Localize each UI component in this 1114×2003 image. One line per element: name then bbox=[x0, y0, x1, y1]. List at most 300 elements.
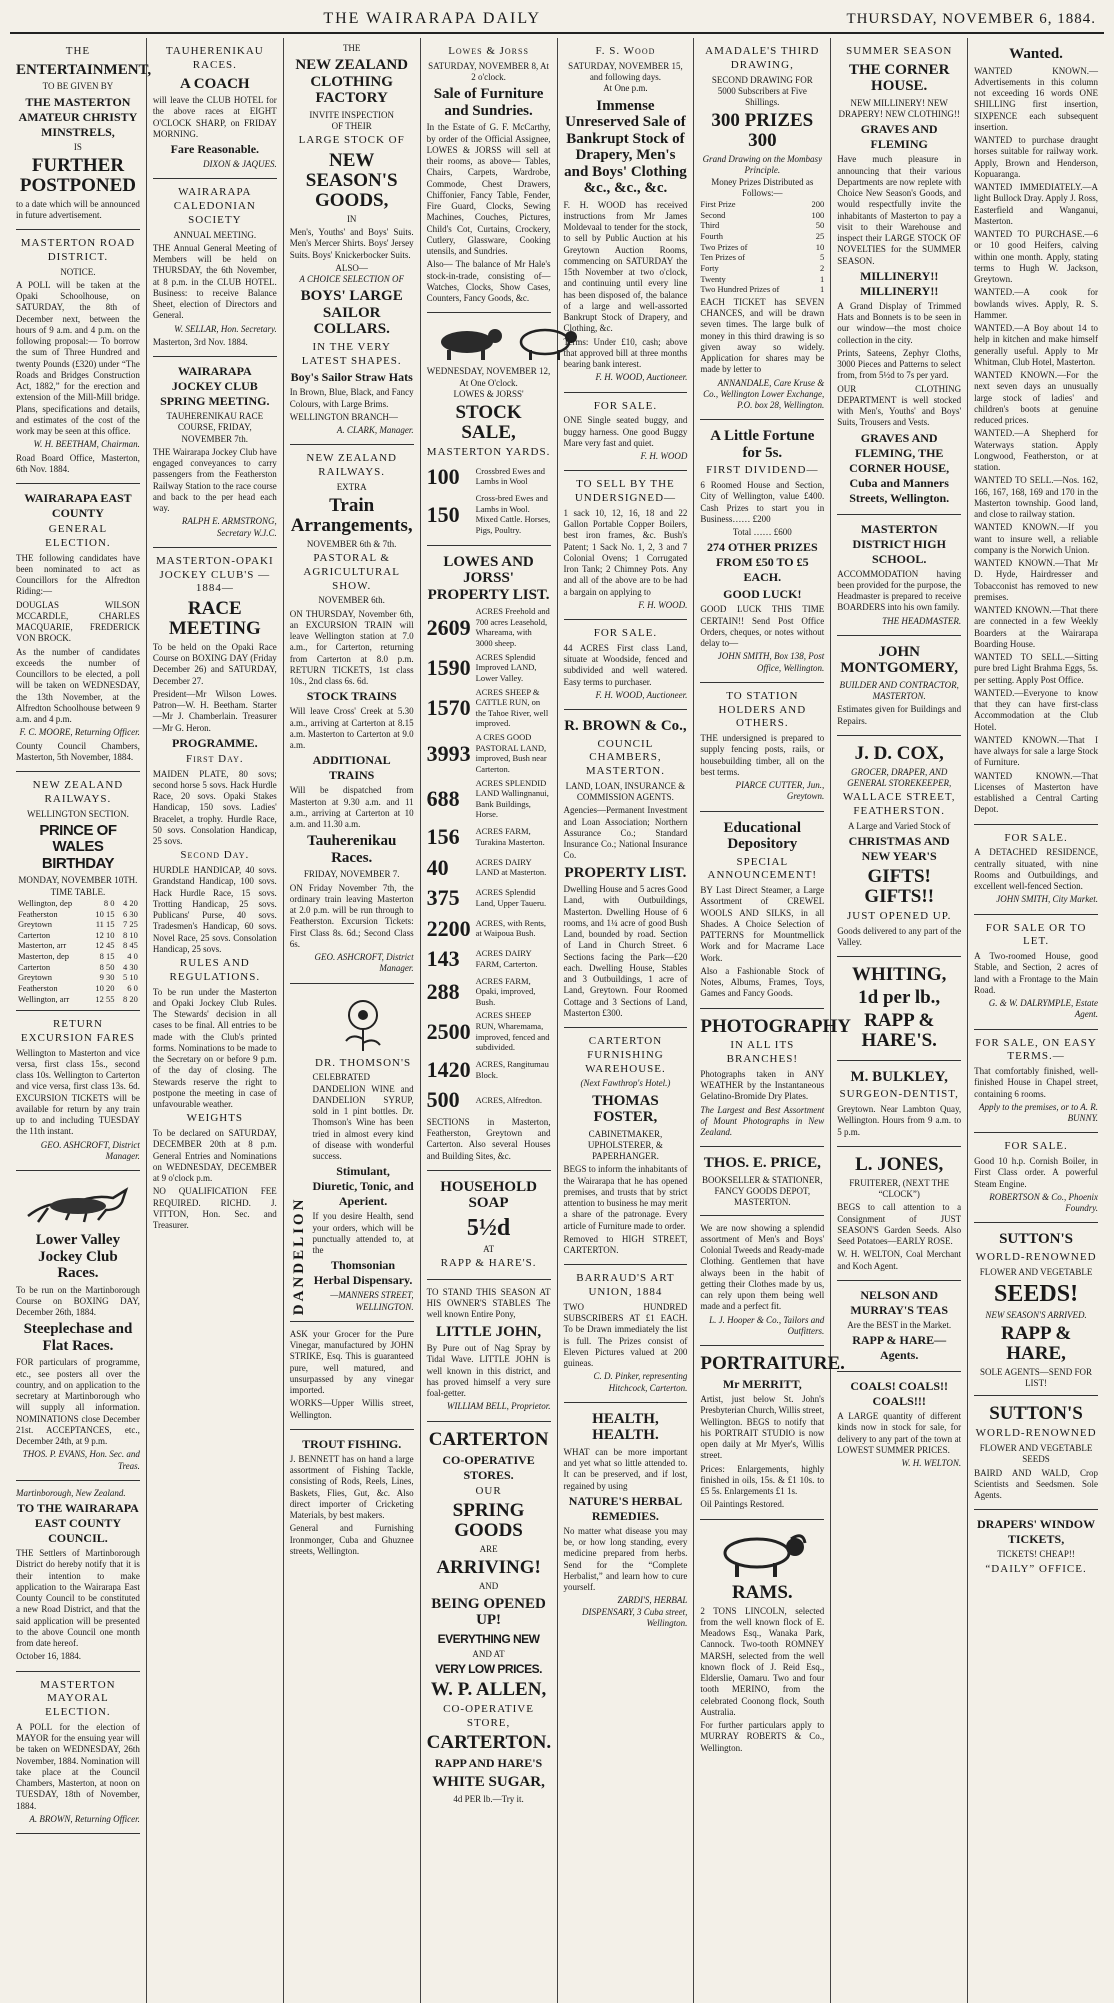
lot-number: 1420 bbox=[426, 1056, 471, 1082]
prize-value: 25 bbox=[815, 231, 825, 241]
ad-sub: WORLD-RENOWNED bbox=[975, 1427, 1097, 1440]
lot-number: 2200 bbox=[426, 915, 471, 941]
ad-date: October 16, 1884. bbox=[16, 1651, 81, 1662]
wanted-list bbox=[974, 66, 1098, 816]
masthead bbox=[10, 8, 1104, 34]
prize-value: 10 bbox=[815, 241, 825, 252]
lot-item bbox=[427, 884, 551, 912]
ad-body: A POLL will be taken at the Opaki Schoolhouse, on SATURDAY, the 8th of December next, between the hours of 9 a.m. and 4 p.m. on the following proposal:— To borrow the sum of Three Hundred and twenty Pounds (£320) under “The Roads and Bridges Construction Act, 1882,” for the erection and extension of the Mill-Mill bridge. Plans, specifications and details, and estimates of the cost of the work may be seen at this office. bbox=[16, 279, 140, 437]
column-2 bbox=[147, 38, 284, 2003]
lower-valley-jockey-ad bbox=[16, 1171, 140, 1481]
ad-body: 2 TONS LINCOLN, selected from the well known flock of E. Meadows Esq., Wanaka Park, Cannock. Two-tooth ROMNEY MARSH, selected from the well known flock of J. Reid Esq., Elderslie, Oamaru. Two and four tooth MERINO, from the celebrated Coonong flock, South Australia. bbox=[700, 1605, 825, 1717]
soap-price: 5½d bbox=[466, 1214, 511, 1241]
wanted-item: WANTED.—A Shepherd for Waterways station. Apply Longwood, Featherston, or at station. bbox=[974, 428, 1098, 472]
ad-date: SATURDAY, NOVEMBER 15, and following days. bbox=[568, 60, 683, 82]
wanted-item: WANTED KNOWN.—That Mr D. Hyde, Hairdresser and Tobacconist has removed to new premises. bbox=[974, 558, 1098, 602]
table-label: TIME TABLE. bbox=[50, 886, 106, 897]
ad-body: THE Wairarapa Jockey Club have engaged conveyances to carry passengers from the Featherston Railway Station to the race course and back to the per head each way. bbox=[152, 446, 277, 513]
day-2-events: HURDLE HANDICAP, 40 sovs. Grandstand Handicap, 100 sovs. Hack Hurdle Race, 15 sovs. Trotting Handicap, 25 sovs. Publicans' Purse, 40 sovs. Tradesmen's Handicap, 60 sovs. Novel Race, 25 sovs. Consolation Handicap, 25 sovs. bbox=[152, 865, 277, 954]
tauherenikau-title: Tauherenikau Races. bbox=[307, 833, 397, 866]
ad-note: Goods delivered to any part of the Valley. bbox=[837, 925, 962, 947]
ad-sub: GENERAL ELECTION. bbox=[45, 523, 111, 549]
wanted-item: WANTED KNOWN.—That I have always for sale a large Stock of Furniture. bbox=[974, 734, 1098, 768]
column-5 bbox=[558, 38, 695, 2003]
ad-headline: A COACH bbox=[180, 75, 250, 92]
ad-title: TO SELL BY THE UNDERSIGNED— bbox=[574, 478, 677, 504]
ad-label: THE bbox=[342, 43, 361, 53]
column-1 bbox=[10, 38, 152, 2003]
ad-low-prices: VERY LOW PRICES. bbox=[435, 1661, 542, 1676]
ad-in: IN bbox=[346, 213, 357, 224]
ad-show: PASTORAL & AGRICULTURAL SHOW. bbox=[303, 552, 400, 592]
timetable-pm: 5 10 bbox=[123, 972, 138, 983]
timetable-station: Wellington, dep bbox=[18, 897, 73, 908]
ad-body: will leave the CLUB HOTEL for the above races at EIGHT O'CLOCK SHARP, on FRIDAY MORNING. bbox=[152, 95, 277, 139]
county-election-ad bbox=[16, 484, 140, 772]
ad-title: FOR SALE OR TO LET. bbox=[985, 921, 1087, 948]
buggy-sale-ad bbox=[564, 393, 688, 472]
ad-title: MASTERTON-OPAKI JOCKEY CLUB'S —1884— bbox=[155, 554, 274, 595]
herbal-remedies-ad bbox=[564, 1403, 688, 1637]
ad-money: Money Prizes Distributed as Follows:— bbox=[711, 176, 814, 198]
ad-headline: SEEDS! bbox=[994, 1280, 1079, 1307]
lot-number: 375 bbox=[426, 885, 460, 910]
lot-description: ACRES Splendid Improved LAND, Lower Valley. bbox=[475, 651, 537, 683]
ad-signature: L. J. Hooper & Co., Tailors and Outfitters. bbox=[709, 1314, 825, 1336]
ad-title: ENTERTAINMENT, bbox=[16, 61, 152, 78]
ad-headline: NELSON AND MURRAY'S TEAS bbox=[850, 1287, 949, 1317]
timetable-pm: 8 20 bbox=[123, 993, 138, 1004]
ad-sub: (Next Fawthrop's Hotel.) bbox=[580, 1078, 671, 1089]
lot-item bbox=[427, 687, 551, 730]
ad-sub: SURGEON-DENTIST, bbox=[839, 1088, 959, 1101]
ad-label: SUMMER SEASON bbox=[846, 45, 953, 57]
lot-number: 1590 bbox=[426, 654, 471, 680]
lot-item bbox=[427, 945, 551, 973]
column-6 bbox=[694, 38, 851, 2003]
weights-title: WEIGHTS bbox=[186, 1112, 244, 1125]
ad-date: SATURDAY, NOVEMBER 8, At 2 o'clock. bbox=[428, 60, 549, 82]
ad-title: WAIRARAPA CALEDONIAN SOCIETY bbox=[173, 186, 256, 226]
lot-description: ACRES DAIRY FARM, Carterton. bbox=[475, 948, 538, 969]
ad-sub: Are the BEST in the Market. bbox=[847, 1319, 952, 1330]
ad-date: MONDAY, NOVEMBER 10TH. bbox=[18, 875, 138, 886]
ad-date: NOVEMBER 6th & 7th. bbox=[306, 538, 397, 549]
ad-headline: WHITING, bbox=[851, 964, 947, 986]
ad-headline: J. D. COX, bbox=[854, 742, 944, 764]
ad-body: ON THURSDAY, November 6th, an EXCURSION TRAIN will leave Wellington station at 7.0 a.m., for Carterton, returning from Carterton at 8.0 p.m. RETURN TICKETS, 1st class 10s., 2nd class 6s. 6d. bbox=[289, 608, 414, 687]
ad-show-date: NOVEMBER 6th. bbox=[318, 595, 385, 606]
wanted-item: WANTED TO SELL.—Nos. 162, 166, 167, 168, 169 and 170 in the Masterton township. Good land, and close to railway station. bbox=[974, 475, 1098, 519]
prize-row bbox=[700, 231, 824, 242]
coach-ad bbox=[153, 38, 277, 179]
prize-name: Two Hundred Prizes of bbox=[700, 284, 780, 295]
ad-extra: EXTRA bbox=[336, 481, 367, 492]
millinery-body: A Grand Display of Trimmed Hats and Bonnets is to be seen in our window—the most choice collection in the city. bbox=[837, 300, 962, 345]
ad-body: 6 Roomed House and Section, City of Wellington, value £400. Cash Prizes to start you in Business…… £200 bbox=[700, 480, 825, 524]
ad-sub: TICKETS! CHEAP!! bbox=[997, 1549, 1075, 1560]
timetable-row bbox=[16, 919, 140, 930]
lot-number: 156 bbox=[426, 824, 460, 849]
ad-body: To be run on the Martinborough Course on BOXING DAY, December 26th, 1884. bbox=[16, 1284, 140, 1318]
prize-value: 1 bbox=[820, 284, 825, 295]
ad-allen-sub: CO-OPERATIVE STORE, bbox=[443, 1702, 534, 1729]
ad-stimulant: Stimulant, Diuretic, Tonic, and Aperient. bbox=[312, 1164, 414, 1209]
ad-signature: ROBERTSON & Co., Phoenix Foundry. bbox=[989, 1191, 1098, 1213]
prize-row bbox=[700, 274, 824, 285]
ad-body-2: FOR particulars of programme, etc., see posters all over the country, and on application to the secretary at Martinborough who will supply all information. NOMINATIONS close December 21st. ACCEPTANCES, etc., December 24th, at 9 p.m. bbox=[16, 1357, 140, 1447]
ad-body: to a date which will be announced in future advertisement. bbox=[16, 198, 140, 220]
ad-signature: —MANNERS STREET, WELLINGTON. bbox=[330, 1290, 414, 1312]
wanted-item: WANTED KNOWN.—That there are connected in a few Weekly Boarders at the Wairarapa Boarding House. bbox=[974, 605, 1098, 649]
wanted-item: WANTED TO PURCHASE.—6 or 10 good Heifers, calving within one month. Apply, stating terms to Hugh W. Jackson, Greytown. bbox=[974, 229, 1098, 284]
wanted-item: WANTED TO SELL.—Sitting pure bred Light Brahma Eggs, 5s. per setting. Apply Post Office. bbox=[974, 652, 1098, 685]
ad-headline: FURTHER POSTPONED bbox=[19, 154, 136, 196]
ad-body: A Large and Varied Stock of bbox=[847, 820, 951, 831]
ad-rapp: RAPP AND HARE'S bbox=[434, 1756, 543, 1771]
wairarapa-jockey-ad bbox=[153, 357, 277, 548]
ad-headline: Immense Unreserved Sale of Bankrupt Stock of Drapery, Men's and Boys' Clothing &c., &c., &c. bbox=[564, 97, 687, 196]
ad-items: Men's, Youths' and Boys' Suits. Men's Mercer Shirts. Boys' Jersey Suits. Boys' Knickerbocker Suits. bbox=[289, 227, 414, 260]
ad-body: ASK your Grocer for the Pure Vinegar, manufactured by JOHN STRIKE, Esq. This is guaranteed pure, well matured, and unsurpassed by any vinegar imported. bbox=[289, 1328, 414, 1396]
lot-description: ACRES FARM, Opaki, improved, Bush. bbox=[475, 975, 536, 1007]
ad-sub: NOTICE. bbox=[60, 266, 96, 277]
candidate-names: DOUGLAS WILSON MCCARDLE, CHARLES MACQUARIE, FREDERICK VON BROCK. bbox=[16, 599, 140, 644]
ad-title: MASTERTON DISTRICT HIGH SCHOOL. bbox=[852, 521, 946, 566]
ad-body: EACH TICKET has SEVEN CHANCES, and will be drawn seven times. The large bulk of money in this third drawing is so given away so widely. Application for shares may be made by letter to bbox=[700, 296, 825, 375]
ad-headline: STOCK SALE, bbox=[455, 402, 522, 443]
lot-description: Cross-bred Ewes and Lambs in Wool. Mixed Cattle. Horses, Pigs, Poultry. bbox=[475, 493, 551, 535]
ad-headline: M. BULKLEY, bbox=[850, 1068, 948, 1085]
ad-signature: RALPH E. ARMSTRONG, Secretary W.J.C. bbox=[181, 516, 277, 538]
ad-signature: RAPP & HARE—Agents. bbox=[852, 1333, 947, 1362]
ad-body: That comfortably finished, well-finished House in Chapel street, containing 6 rooms. bbox=[974, 1066, 1098, 1099]
ad-body: THE Annual General Meeting of Members will be held on THURSDAY, the 6th November, at 8 p.m. in the CLUB HOTEL. Business: to receive Balance Sheet, election of Directors and General. bbox=[152, 242, 277, 321]
day-2-title: Second Day. bbox=[180, 849, 250, 862]
ad-signature: GRAVES AND FLEMING, THE CORNER HOUSE, Cuba and Manners Streets, Wellington. bbox=[849, 430, 950, 505]
rules-body: To be run under the Masterton and Opaki Jockey Club Rules. The Stewards' decision in all cases to be final. All entries to be made with the Club's printed forms. Nominations to be made to the Secretary on or before 9 p.m. of the day of closing. The Stewards reserve the right to postpone the meeting in case of unfavourable weather. bbox=[152, 986, 277, 1110]
timetable-am: 12 10 bbox=[95, 929, 115, 940]
thos-price-ad bbox=[700, 1147, 824, 1215]
ad-sub: TO BE GIVEN BY bbox=[42, 81, 114, 92]
boilers-sale-ad bbox=[564, 471, 688, 620]
ad-date: WEDNESDAY, NOVEMBER 12, At One O'clock. bbox=[426, 366, 551, 388]
ad-body: Estimates given for Buildings and Repairs. bbox=[837, 704, 962, 726]
prize-value: 5 bbox=[820, 252, 825, 263]
prize-name: Two Prizes of bbox=[700, 241, 748, 252]
ad-signature: C. D. Pinker, representing Hitchcock, Carterton. bbox=[593, 1371, 688, 1393]
ad-line: FLOWER AND VEGETABLE SEEDS bbox=[979, 1443, 1093, 1465]
lot-item bbox=[427, 732, 551, 775]
prints-body: Prints, Sateens, Zephyr Cloths, 3000 Pieces and Patterns to select from, from 5½d to 7s per yard. bbox=[837, 347, 962, 381]
corner-house-ad bbox=[837, 38, 961, 515]
ad-by: LOWES & JORSS' bbox=[453, 388, 524, 399]
ad-body: Wellington to Masterton and vice versa, first class 15s., second class 10s. Wellington to Carterton and vice versa, first class 13s. 6d. EXCURSION TICKETS will be available for return by any train up to and including TUESDAY the 11th instant. bbox=[16, 1047, 140, 1137]
ad-signature: GEO. ASHCROFT, District Manager. bbox=[314, 952, 414, 974]
ad-signature: THE HEADMASTER. bbox=[882, 615, 962, 626]
lot-description: ACRES Splendid Land, Upper Taueru. bbox=[475, 887, 547, 908]
prize-row bbox=[700, 242, 824, 253]
whiting-price: 1d per lb., bbox=[858, 987, 941, 1008]
ad-place: County Council Chambers, Masterton, 5th November, 1884. bbox=[16, 740, 140, 762]
ad-spring: SPRING GOODS bbox=[452, 1500, 525, 1542]
prize-name: Fourth bbox=[700, 231, 724, 241]
stock-trains-title: STOCK TRAINS bbox=[306, 689, 397, 704]
ad-straw-body: In Brown, Blue, Black, and Fancy Colours, with Large Brims. bbox=[289, 387, 414, 409]
ad-name: Mr MERRITT, bbox=[722, 1377, 802, 1392]
ad-our: OUR bbox=[475, 1484, 502, 1497]
ad-yards: MASTERTON YARDS. bbox=[426, 445, 551, 458]
lot-description: ACRES DAIRY LAND at Masterton. bbox=[475, 856, 547, 878]
wanted-item: WANTED KNOWN.—That Licenses of Masterton have established a Central Carting Depot. bbox=[974, 770, 1098, 815]
millinery-title: MILLINERY!! MILLINERY!! bbox=[860, 268, 939, 298]
timetable-row bbox=[16, 930, 140, 941]
ad-title: FOR SALE, ON EASY TERMS.— bbox=[975, 1036, 1097, 1063]
opaki-race-meeting-ad bbox=[153, 548, 277, 1240]
ad-signature: RAPP & HARE'S. bbox=[861, 1009, 937, 1051]
timetable-am: 12 45 bbox=[95, 940, 115, 951]
ad-opened: BEING OPENED UP! bbox=[431, 1595, 546, 1629]
column-7 bbox=[831, 38, 968, 2003]
ad-body: A POLL for the election of MAYOR for the ensuing year will be taken on WEDNESDAY, 26th November, 1884. Nomination will take place at the Council Chambers, Masterton, at noon on TUESDAY, 18th of November, 1884. bbox=[16, 1721, 140, 1811]
lot-item bbox=[427, 823, 551, 851]
ad-signature: W. SELLAR, Hon. Secretary. bbox=[174, 323, 277, 334]
ad-signature: PIARCE CUTTER, Jun., Greytown. bbox=[735, 780, 825, 802]
ad-other-prizes: 274 OTHER PRIZES FROM £50 TO £5 EACH. bbox=[706, 540, 818, 585]
ad-head: AMADALE'S THIRD DRAWING, bbox=[705, 45, 820, 71]
christy-minstrels-ad bbox=[16, 38, 152, 230]
rules-title: RULES AND REGULATIONS. bbox=[169, 957, 261, 983]
ad-title: FOR SALE. bbox=[593, 399, 658, 412]
lot-item bbox=[427, 854, 551, 882]
lot-description: ACRES, Alfredton. bbox=[475, 1094, 542, 1105]
property-list-title: PROPERTY LIST. bbox=[564, 864, 687, 881]
lot-item bbox=[427, 976, 551, 1008]
ad-signature: F. H. WOOD, Auctioneer. bbox=[595, 689, 688, 700]
lot-number: 100 bbox=[426, 463, 460, 489]
racehorse-illustration bbox=[18, 1180, 138, 1228]
ad-body: J. BENNETT has on hand a large assortment of Fishing Tackle, consisting of Rods, Reels, Lines, Baskets, Flies, Gut, &c. Also direct importer of Cricketing Materials, by best makers. bbox=[289, 1453, 414, 1521]
art-union-ad bbox=[564, 1265, 688, 1403]
jd-cox-ad bbox=[837, 736, 961, 957]
ad-choice: A CHOICE SELECTION OF bbox=[299, 274, 404, 285]
ad-body: A DETACHED RESIDENCE, centrally situated, with nine Rooms and Outbuildings, and excellent well-fenced Section. bbox=[974, 847, 1098, 891]
trout-fishing-ad bbox=[290, 1430, 414, 1565]
prize-name: Ten Prizes of bbox=[700, 252, 746, 263]
ad-headline: THOMAS FOSTER, bbox=[592, 1092, 659, 1125]
ad-signature: F. H. WOOD, Auctioneer. bbox=[595, 372, 688, 383]
ad-land: LAND, LOAN, INSURANCE & COMMISSION AGENTS. bbox=[565, 780, 686, 802]
ad-headline: COALS! COALS!! COALS!!! bbox=[850, 1379, 949, 1408]
lot-number: 143 bbox=[426, 946, 460, 971]
lot-number: 1570 bbox=[426, 695, 471, 720]
ad-title: CARTERTON FURNISHING WAREHOUSE. bbox=[585, 1035, 666, 1075]
timetable-station: Greytown bbox=[18, 919, 52, 930]
carterton-stores-ad bbox=[427, 1422, 551, 1811]
ad-headline: NATURE'S HERBAL REMEDIES. bbox=[568, 1493, 683, 1523]
ad-title: HEALTH, HEALTH. bbox=[592, 1410, 659, 1444]
ad-sugar: WHITE SUGAR, bbox=[432, 1774, 545, 1791]
wanted-item: WANTED IMMEDIATELY.—A light Bullock Dray. Apply J. Ross, Easterfield and Wanganui, Masterton. bbox=[974, 182, 1098, 226]
land-sale-ad bbox=[564, 620, 688, 710]
lot-item bbox=[427, 652, 551, 684]
lot-number: 2609 bbox=[426, 614, 471, 640]
ad-headline: PORTRAITURE. bbox=[700, 1353, 845, 1375]
timetable-pm: 8 10 bbox=[123, 929, 138, 940]
lot-item bbox=[427, 1086, 551, 1114]
road-district-ad bbox=[16, 230, 140, 484]
ad-agents: SOLE AGENTS—SEND FOR LIST! bbox=[980, 1366, 1093, 1389]
mayoral-election-ad bbox=[16, 1672, 140, 1835]
ad-signature: W. H. BEETHAM, Chairman. bbox=[33, 439, 140, 450]
ad-arriving: ARRIVING! bbox=[436, 1557, 541, 1579]
timetable-station: Greytown bbox=[18, 972, 52, 983]
ad-body: In the Estate of G. F. McCarthy, by order of the Official Assignee, LOWES & JORSS will sell at their rooms, as above— Tables, Chairs, Carpets, Wardrobe, Commode, Chest Drawers, Chiffonier, Fancy Table, Fender, Fire Guard, Clocks, Sewing Machines, Couches, Pictures, Child's Cot, Curtains, Crockery, Cutlery, Glassware, Cooking utensils, and Sundries. bbox=[426, 122, 551, 256]
ad-of: OF THEIR bbox=[331, 121, 372, 131]
dandelion-row bbox=[290, 989, 414, 1315]
ad-signature: G. & W. DALRYMPLE, Estate Agent. bbox=[988, 998, 1098, 1020]
ad-signature: DIXON & JAQUES. bbox=[203, 159, 277, 169]
ad-flower: FLOWER AND VEGETABLE bbox=[979, 1266, 1093, 1277]
property-list-body: Dwelling House and 5 acres Good Land, with Outbuildings, Masterton. Dwelling House of 6 rooms, and 1¼ acre of good Bush Land, bounded by road. Section of Land in Church Street. 6 Sections facing the Park—£20 each. Dwelling House, Stables and 3 Outbuildings, 1 acre of Land, Greytown. Four Roomed Cottage and 3 Sections of Land, Masterton £300. bbox=[563, 884, 688, 1018]
timetable-pm: 7 25 bbox=[123, 919, 138, 930]
ad-signature: JOHN SMITH, City Market. bbox=[996, 894, 1098, 905]
timetable-station: Wellington, arr bbox=[18, 993, 70, 1004]
timetable-am: 11 15 bbox=[95, 919, 115, 930]
timetable-row bbox=[16, 983, 140, 994]
ad-headline: DRAPERS' WINDOW TICKETS, bbox=[977, 1517, 1096, 1547]
caledonian-society-ad bbox=[153, 179, 277, 357]
railways-ad bbox=[16, 772, 140, 1011]
ad-place: Martinborough, New Zealand. bbox=[16, 1487, 126, 1498]
ad-sub: GROCER, DRAPER, AND GENERAL STOREKEEPER, bbox=[847, 766, 952, 788]
boiler-sale-ad bbox=[974, 1133, 1098, 1223]
ad-signature: F. C. MOORE, Returning Officer. bbox=[19, 727, 140, 738]
suttons-seeds-ad bbox=[974, 1223, 1098, 1396]
ad-body: TWO HUNDRED SUBSCRIBERS AT £1 EACH. To be Drawn immediately the list is full. The Prizes consist of Eleven Pictures valued at 200 guineas. bbox=[563, 1301, 688, 1368]
little-fortune-ad bbox=[700, 420, 824, 683]
whiting-ad bbox=[837, 957, 961, 1061]
dandelion-flower-icon bbox=[328, 993, 398, 1053]
dandelion-side-label: DANDELION bbox=[290, 1196, 307, 1315]
timetable-pm: 4 0 bbox=[127, 951, 138, 961]
ad-body: Have much pleasure in announcing that their various Departments are now replete with Choice New Season's Goods, and would respectfully invite the inhabitants of Masterton to pay a visit to their Warehouse and inspect their LARGE STOCK OF NOVELTIES for the SUMMER SEASON. bbox=[837, 154, 962, 266]
ad-signature: Removed to HIGH STREET, CARTERTON. bbox=[563, 1233, 688, 1255]
timetable-pm: 4 30 bbox=[123, 961, 138, 972]
lot-item bbox=[427, 493, 551, 536]
ad-body: To be held on the Opaki Race Course on BOXING DAY (Friday December 26) and SATURDAY, December 27. bbox=[152, 641, 277, 686]
lot-description: Crossbred Ewes and Lambs in Wool bbox=[475, 465, 546, 487]
ad-title: NEW ZEALAND RAILWAYS. bbox=[306, 452, 397, 479]
ad-body-2: If you desire Health, send your orders, which will be punctually attended to, at the bbox=[312, 1211, 414, 1256]
ad-body: ACCOMMODATION having been provided for the purpose, the Headmaster is prepared to receive BOARDERS into his own family. bbox=[837, 568, 962, 613]
portraiture-ad bbox=[700, 1346, 845, 1519]
ad-signature: JOHN SMITH, Box 138, Post Office, Wellington. bbox=[717, 651, 825, 673]
ad-new: NEW SEASON'S ARRIVED. bbox=[985, 1309, 1087, 1320]
ad-signature: Apply to the premises, or to A. R. BUNNY. bbox=[979, 1101, 1098, 1123]
martinborough-notice bbox=[16, 1481, 140, 1672]
lot-item bbox=[427, 778, 551, 821]
prize-row bbox=[700, 284, 824, 295]
ad-signature: WORKS—Upper Willis street, Wellington. bbox=[289, 1398, 414, 1420]
ad-headline: PHOTOGRAPHY bbox=[700, 1015, 851, 1037]
timetable-body bbox=[16, 898, 140, 1004]
ad-sub: FRUITERER, (NEXT THE “CLOCK”) bbox=[849, 1177, 950, 1199]
timetable-pm: 6 30 bbox=[123, 908, 138, 919]
prize-name: Second bbox=[700, 209, 726, 220]
ad-title: FOR SALE. bbox=[1004, 1140, 1068, 1153]
ad-sub: NEW MILLINERY! NEW DRAPERY! NEW CLOTHING!! bbox=[838, 97, 960, 119]
ad-sub: SECOND DRAWING FOR bbox=[711, 74, 813, 85]
ad-stock: LARGE STOCK OF bbox=[298, 134, 405, 147]
ad-headline: HOUSEHOLD SOAP bbox=[440, 1178, 537, 1212]
ad-is: IS bbox=[73, 141, 82, 152]
clothing-body: OUR CLOTHING DEPARTMENT is well stocked with Men's, Youths' and Boys' Suits, Trousers and Vests. bbox=[837, 383, 962, 428]
ad-body: WHAT can be more important and yet what so little attended to. It can be preserved, and if lost, regained by using bbox=[563, 1446, 688, 1491]
tauherenikau-body: ON Friday November 7th, the ordinary train leaving Masterton at 2.0 p.m. will be run through to Featherston. Excursion Tickets: First Class 8s. 6d.; Second Class 6s. bbox=[289, 882, 414, 949]
timetable-station: Carterton bbox=[18, 929, 51, 940]
ad-title: FOR SALE. bbox=[593, 627, 658, 639]
prize-name: Third bbox=[700, 220, 720, 231]
property-lots bbox=[427, 606, 551, 1114]
ad-title: TAUHERENIKAU RACES. bbox=[165, 45, 264, 71]
ad-also: ALSO— bbox=[335, 262, 368, 273]
timetable-station: Masterton, arr bbox=[18, 940, 67, 951]
ad-body: Artist, just below St. John's Presbyterian Church, Willis street, Wellington. BEGS to notify that his PORTRAIT STUDIO is now open daily at Mr Myer's, Willis street. bbox=[700, 1394, 825, 1461]
teas-ad bbox=[837, 1281, 961, 1372]
ad-headline: Steeplechase and Flat Races. bbox=[23, 1321, 133, 1354]
ad-headline: CARTERTON bbox=[428, 1428, 549, 1450]
ad-at: AT bbox=[483, 1243, 495, 1254]
ad-head: Lowes & Jorss bbox=[448, 45, 529, 57]
ad-latest: IN THE VERY LATEST SHAPES. bbox=[301, 340, 402, 367]
ad-body: THE undersigned is prepared to supply fencing posts, rails, or housebuilding timber, all on the best terms. bbox=[700, 733, 825, 777]
timetable-station: Masterton, dep bbox=[18, 951, 69, 961]
dandelion-content bbox=[313, 989, 414, 1315]
timetable-row bbox=[16, 951, 140, 962]
timetable bbox=[16, 898, 140, 1004]
day-1-title: First Day. bbox=[185, 752, 244, 765]
timetable-am: 10 20 bbox=[95, 982, 115, 993]
ad-first: FIRST DIVIDEND— bbox=[706, 464, 819, 477]
ad-sub: ANNUAL MEETING. bbox=[173, 229, 257, 240]
wanted-item: WANTED.—A Boy about 14 to help in kitchen and make himself generally useful. Apply to Mr Whitman, Club Hotel, Masterton. bbox=[974, 323, 1098, 367]
residence-sale-ad bbox=[974, 825, 1098, 915]
ad-also: Also— The balance of Mr Hale's stock-in-trade, consisting of— Watches, Clocks, Show Cases, Counters, Fancy Goods, &c. bbox=[426, 259, 551, 303]
ad-headline: RACE MEETING bbox=[168, 598, 261, 639]
prize-value: 200 bbox=[811, 199, 825, 210]
lot-description: ACRES FARM, Turakina Masterton. bbox=[475, 826, 545, 847]
ad-body: BEGS to inform the inhabitants of the Wairarapa that he has opened premises, and trusts that by strict attention to business he may merit a share of the patronage. Every article of Furniture made to order. bbox=[563, 1164, 688, 1231]
prize-name: First Prize bbox=[700, 199, 736, 210]
ad-luck: GOOD LUCK! bbox=[723, 587, 802, 602]
r-brown-ad bbox=[564, 710, 688, 1028]
timetable-row bbox=[16, 909, 140, 920]
ad-sections: SECTIONS in Masterton, Featherston, Greytown and Carterton. Also several Houses and Building Sites, &c. bbox=[426, 1116, 551, 1161]
rams-ad bbox=[700, 1520, 824, 1762]
lot-item bbox=[427, 1056, 551, 1084]
prize-row bbox=[700, 210, 824, 221]
ad-signature: NO QUALIFICATION FEE REQUIRED. RICHD. J. VITTON, Hon. Sec. and Treasurer. bbox=[152, 1186, 277, 1231]
ad-and: AND bbox=[478, 1581, 499, 1592]
ad-sub: SPECIAL ANNOUNCEMENT! bbox=[707, 855, 818, 882]
ad-headline: L. JONES, bbox=[855, 1153, 944, 1175]
ad-headline: LITTLE JOHN, bbox=[436, 1323, 542, 1340]
ad-body: Greytown. Near Lambton Quay, Wellington. Hours from 9 a.m. to 5 p.m. bbox=[837, 1104, 962, 1137]
timetable-pm: 8 45 bbox=[123, 940, 138, 951]
ad-body: F. H. WOOD has received instructions from Mr James Moldevaal to tender for the stock, to sell by Public Auction at his Greytown Auction Rooms, commencing on SATURDAY the 15th November at two o'clock, and continuing until every line has been disposed of, the balance of a large and well-assorted Bankrupt Stock of Drapery, and Clothing, &c. bbox=[563, 199, 688, 334]
ad-and-at: AND AT bbox=[472, 1648, 505, 1659]
